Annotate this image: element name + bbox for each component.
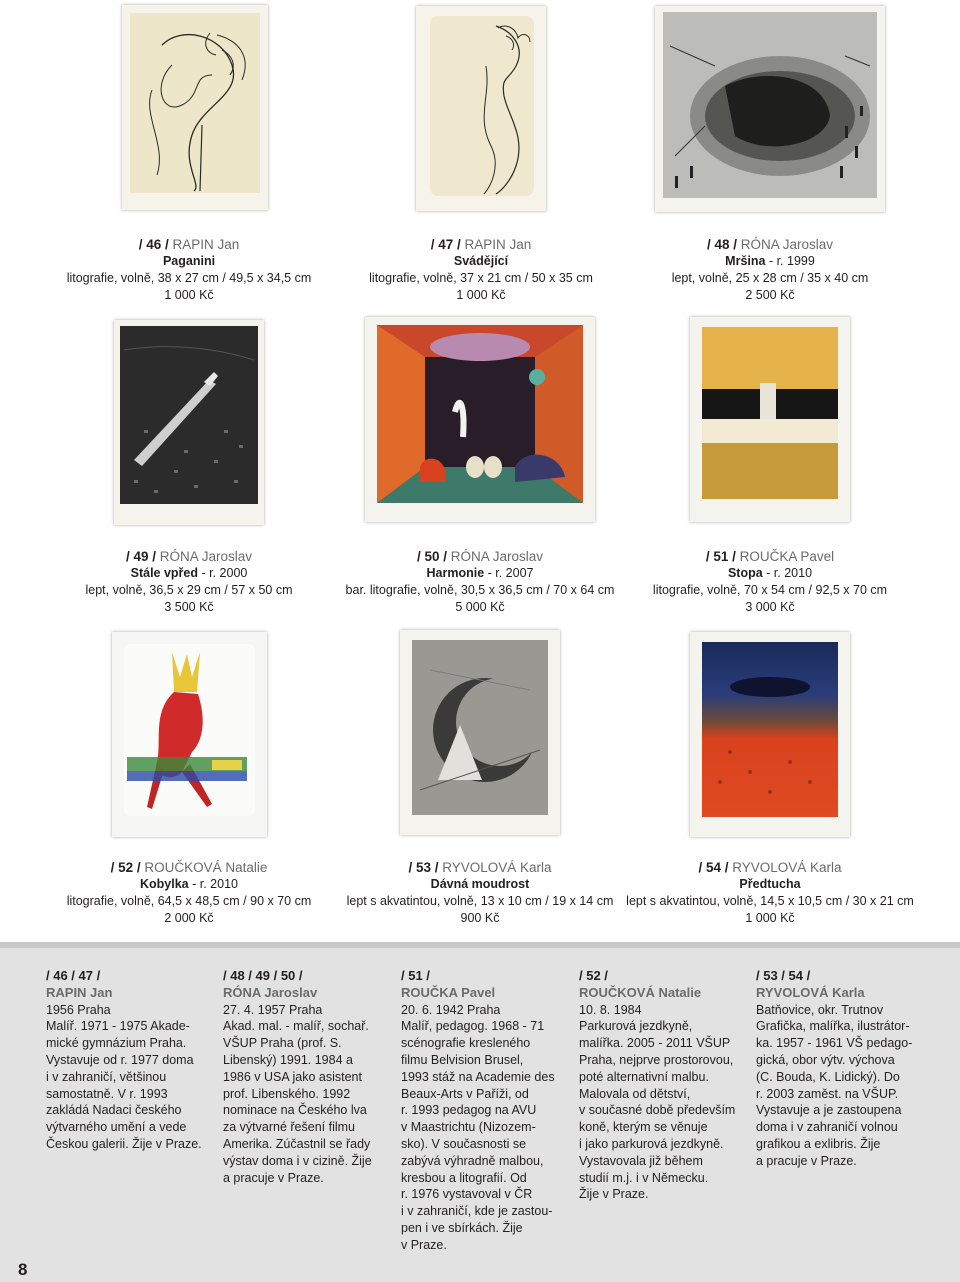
artwork-54-predtucha xyxy=(690,632,850,837)
bio-head: / 48 / 49 / 50 / xyxy=(223,968,303,983)
lot-details: litografie, volně, 37 x 21 cm / 50 x 35 cm xyxy=(369,271,593,285)
bio-rapin xyxy=(46,968,208,1153)
lot-details: lept s akvatintou, volně, 14,5 x 10,5 cm / 30 x 21 cm xyxy=(626,894,914,908)
bio-head: / 52 / xyxy=(579,968,608,983)
lot-artist: ROUČKOVÁ Natalie xyxy=(144,860,268,875)
lot-artist: RÓNA Jaroslav xyxy=(450,549,544,564)
lot-49: / 49 / RÓNA Jaroslav Stále vpřed - r. 2000 lept, volně, 36,5 x 29 cm / 57 x 50 cm 3 500 Kč xyxy=(34,548,344,616)
artwork-52-kobylka xyxy=(112,632,267,837)
lot-title: Kobylka xyxy=(140,877,189,891)
artwork-46-paganini xyxy=(122,5,268,210)
lot-price: 900 Kč xyxy=(460,911,500,925)
bio-name: RYVOLOVÁ Karla xyxy=(756,984,865,1000)
lot-title: Předtucha xyxy=(739,877,801,891)
lot-price: 2 000 Kč xyxy=(164,911,214,925)
lot-details: litografie, volně, 64,5 x 48,5 cm / 90 x 70 cm xyxy=(66,894,312,908)
lot-title: Stále vpřed xyxy=(130,566,199,580)
lot-50: / 50 / RÓNA Jaroslav Harmonie - r. 2007 bar. litografie, volně, 30,5 x 36,5 cm / 70 x 64 cm 5 000 Kč xyxy=(325,548,635,616)
bio-rouckova xyxy=(579,968,741,1203)
bio-roucka xyxy=(401,968,563,1254)
lot-price: 5 000 Kč xyxy=(455,600,505,614)
lot-artist: RYVOLOVÁ Karla xyxy=(442,860,552,875)
lot-artist: RÓNA Jaroslav xyxy=(740,237,834,252)
bio-name: ROUČKA Pavel xyxy=(401,984,496,1000)
lot-price: 2 500 Kč xyxy=(745,288,795,302)
lot-title: Svádějící xyxy=(453,254,509,268)
bio-head: / 46 / 47 / xyxy=(46,968,101,983)
lot-title: Paganini xyxy=(162,254,216,268)
lot-46: / 46 / RAPIN Jan Paganini litografie, volně, 38 x 27 cm / 49,5 x 34,5 cm 1 000 Kč xyxy=(34,236,344,304)
artwork-49-stale-vpred xyxy=(114,320,264,525)
lot-title: Mršina xyxy=(725,254,766,268)
artwork-51-stopa xyxy=(690,317,850,522)
lot-price: 1 000 Kč xyxy=(745,911,795,925)
lot-47: / 47 / RAPIN Jan Svádějící litografie, volně, 37 x 21 cm / 50 x 35 cm 1 000 Kč xyxy=(326,236,636,304)
lot-53: / 53 / RYVOLOVÁ Karla Dávná moudrost lept s akvatintou, volně, 13 x 10 cm / 19 x 14 cm 900 Kč xyxy=(325,859,635,927)
artwork-50-harmonie xyxy=(365,317,595,522)
lot-details: litografie, volně, 70 x 54 cm / 92,5 x 70 cm xyxy=(652,583,888,597)
lot-artist: RYVOLOVÁ Karla xyxy=(732,860,842,875)
lot-price: 1 000 Kč xyxy=(164,288,214,302)
bio-text: 10. 8. 1984 Parkurová jezdkyně, malířka. 2005 - 2011 VŠUP Praha, nejprve prostorovou, poté alternativní malbu. Malovala od dětství, v současné době především koně, kterým se věnuje i jako parkurová jezdkyně. Vystavovala již během studií m.j. i v Německu. Žije v Praze. xyxy=(579,1002,736,1202)
lot-title: Harmonie xyxy=(426,566,485,580)
lot-52: / 52 / ROUČKOVÁ Natalie Kobylka - r. 2010 litografie, volně, 64,5 x 48,5 cm / 90 x 70 cm 2 000 Kč xyxy=(34,859,344,927)
lot-artist: RÓNA Jaroslav xyxy=(159,549,253,564)
artwork-47-svadejici xyxy=(416,6,546,211)
bio-name: RÓNA Jaroslav xyxy=(223,984,318,1000)
lot-details: lept, volně, 36,5 x 29 cm / 57 x 50 cm xyxy=(85,583,293,597)
lot-price: 3 000 Kč xyxy=(745,600,795,614)
bio-head: / 53 / 54 / xyxy=(756,968,811,983)
lot-48: / 48 / RÓNA Jaroslav Mršina - r. 1999 lept, volně, 25 x 28 cm / 35 x 40 cm 2 500 Kč xyxy=(615,236,925,304)
lot-artist: RAPIN Jan xyxy=(172,237,240,252)
lot-details: bar. litografie, volně, 30,5 x 36,5 cm / 70 x 64 cm xyxy=(345,583,615,597)
lot-artist: RAPIN Jan xyxy=(464,237,532,252)
lot-artist: ROUČKA Pavel xyxy=(739,549,835,564)
bio-head: / 51 / xyxy=(401,968,430,983)
bio-ryvolova xyxy=(756,968,918,1170)
bio-rona xyxy=(223,968,385,1186)
lot-title: Dávná moudrost xyxy=(430,877,530,891)
bio-text: 27. 4. 1957 Praha Akad. mal. - malíř, sochař. VŠUP Praha (prof. S. Libenský) 1991. 1984 a 1986 v USA jako asistent prof. Libenského. 1992 nominace na Českého lva za výtvarné řešení filmu Amerika. Zúčastnil se řady výstav doma i v cizině. Žije a pracuje v Praze. xyxy=(223,1002,372,1185)
bio-name: RAPIN Jan xyxy=(46,984,113,1000)
bio-text: 20. 6. 1942 Praha Malíř, pedagog. 1968 - 71 scénografie kresleného filmu Belvision Brusel, 1993 stáž na Academie des Beaux-Arts v Paříži, od r. 1993 pedagog na AVU v Maastrichtu (Nizozem- sko). V současnosti se zabývá výhradně malbou, kresbou a litografií. Od r. 1976 vystavoval v ČR i v zahraničí, kde je zastou- pen i ve sbírkách. Žije v Praze. xyxy=(401,1002,555,1252)
bio-text: Batňovice, okr. Trutnov Grafička, malířka, ilustrátor- ka. 1957 - 1961 VŠ pedago- gická, obor výtv. výchova (C. Bouda, K. Lidický). Do r. 2003 zaměst. na VŠUP. Vystavuje a je zastoupena doma i v zahraničí volnou grafikou a exlibris. Žije a pracuje v Praze. xyxy=(756,1002,913,1168)
page-number: 8 xyxy=(18,1260,28,1279)
lot-price: 1 000 Kč xyxy=(456,288,506,302)
lot-price: 3 500 Kč xyxy=(164,600,214,614)
bio-text: 1956 Praha Malíř. 1971 - 1975 Akade- mické gymnázium Praha. Vystavuje od r. 1977 doma i v zahraničí, většinou samostatně. V r. 1993 zakládá Nadaci českého výtvarného umění a vede Českou galerii. Žije v Praze. xyxy=(46,1002,202,1151)
lot-54: / 54 / RYVOLOVÁ Karla Předtucha lept s akvatintou, volně, 14,5 x 10,5 cm / 30 x 21 cm 1 000 Kč xyxy=(615,859,925,927)
lot-details: lept s akvatintou, volně, 13 x 10 cm / 19 x 14 cm xyxy=(346,894,614,908)
artwork-53-davna-moudrost xyxy=(400,630,560,835)
lot-details: lept, volně, 25 x 28 cm / 35 x 40 cm xyxy=(671,271,869,285)
bio-name: ROUČKOVÁ Natalie xyxy=(579,984,702,1000)
artwork-48-mrsina xyxy=(655,6,885,212)
lot-title: Stopa xyxy=(727,566,763,580)
lot-51: / 51 / ROUČKA Pavel Stopa - r. 2010 litografie, volně, 70 x 54 cm / 92,5 x 70 cm 3 000 Kč xyxy=(615,548,925,616)
lot-details: litografie, volně, 38 x 27 cm / 49,5 x 34,5 cm xyxy=(66,271,312,285)
